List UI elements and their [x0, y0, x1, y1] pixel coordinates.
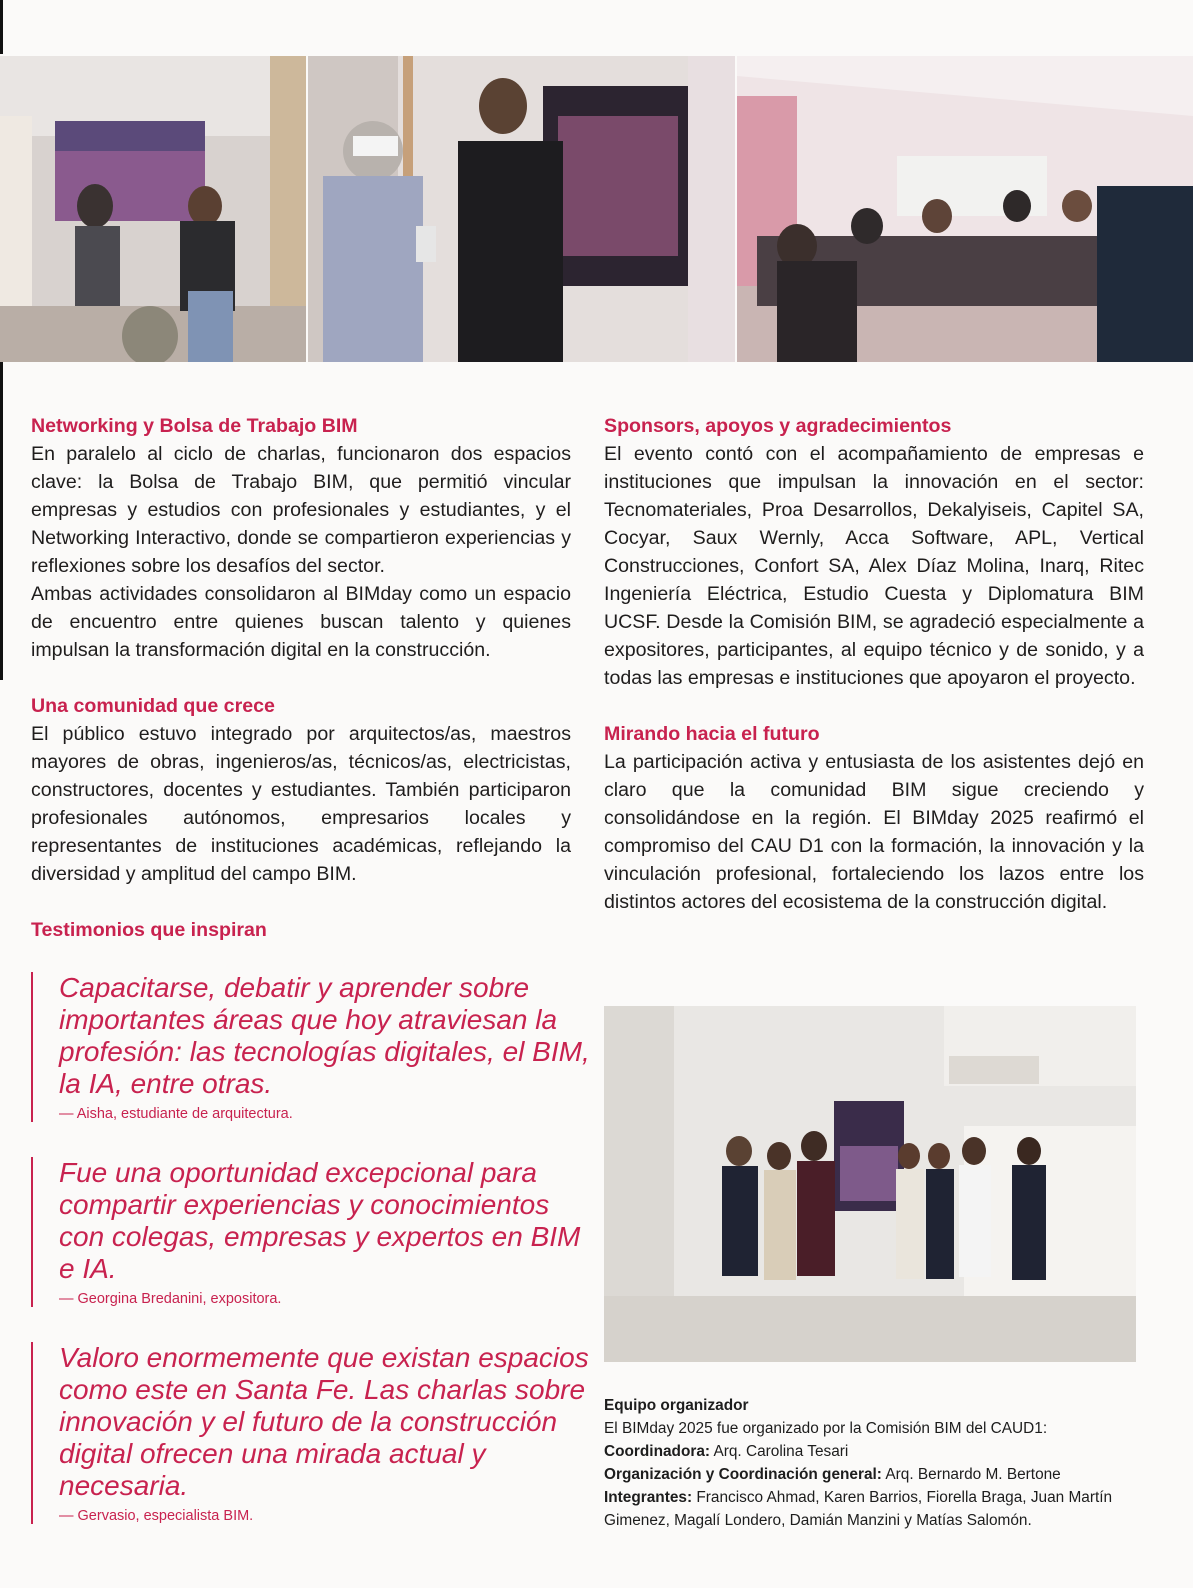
team-photo [604, 1006, 1136, 1362]
quote-author: — Gervasio, especialista BIM. [59, 1508, 254, 1524]
sponsors-heading: Sponsors, apoyos y agradecimientos [604, 415, 952, 437]
testimonios-heading: Testimonios que inspiran [31, 919, 267, 941]
futuro-heading: Mirando hacia el futuro [604, 723, 820, 745]
caption-members-value: Francisco Ahmad, Karen Barrios, Fiorella Braga, Juan Martín Gimenez, Magalí Londero, Damián Manzini y Matías Salomón. [604, 1489, 1113, 1529]
exhibition-photo-visitors [0, 56, 306, 362]
comunidad-heading: Una comunidad que crece [31, 695, 275, 717]
quote-author: — Aisha, estudiante de arquitectura. [59, 1106, 293, 1122]
caption-coord-value: Arq. Carolina Tesari [713, 1443, 849, 1460]
left-column [31, 412, 571, 944]
exhibition-photo-vr-demo [308, 56, 735, 362]
testimonial-quote [31, 1157, 599, 1307]
networking-paragraph-2: Ambas actividades consolidaron al BIMday como un espacio de encuentro entre quienes buscan talento y quienes impulsan la transformación digital en la construcción. [31, 583, 571, 661]
quote-author: — Georgina Bredanini, expositora. [59, 1291, 282, 1307]
sponsors-paragraph: El evento contó con el acompañamiento de empresas e instituciones que impulsan la innovación en el sector: Tecnomateriales, Proa Desarrollos, Dekalyiseis, Capitel SA, Cocyar, Saux Wernly, Acca Software, APL, Vertical Construcciones, Confort SA, Alex Díaz Molina, Inarq, Ritec Ingeniería Eléctrica, Estudio Cuesta y Diplomatura BIM UCSF. Desde la Comisión BIM, se agradeció especialmente a expositores, participantes, al equipo técnico y de sonido, y a todas las empresas e instituciones que apoyaron el proyecto. [604, 443, 1144, 689]
exhibition-photo-crowd [737, 56, 1193, 362]
quote-text: Capacitarse, debatir y aprender sobre importantes áreas que hoy atraviesan la profesión: las tecnologías digitales, el BIM, la IA, entre otras. [59, 972, 590, 1099]
caption-members-label: Integrantes: [604, 1489, 693, 1506]
networking-heading: Networking y Bolsa de Trabajo BIM [31, 415, 358, 437]
decorative-rule [0, 362, 3, 680]
right-column [604, 412, 1144, 916]
caption-org-value: Arq. Bernardo M. Bertone [885, 1466, 1061, 1483]
futuro-paragraph: La participación activa y entusiasta de los asistentes dejó en claro que la comunidad BIM sigue creciendo y consolidándose en la región. El BIMday 2025 reafirmó el compromiso del CAU D1 con la formación, la innovación y la vinculación profesional, fortaleciendo los lazos entre los distintos actores del ecosistema de la construcción digital. [604, 751, 1144, 913]
quote-text: Fue una oportunidad excepcional para compartir experiencias y conocimientos con colegas, empresas y expertos en BIM e IA. [59, 1157, 581, 1284]
caption-coord-label: Coordinadora: [604, 1443, 711, 1460]
photo-strip [0, 56, 1193, 362]
testimonial-quote [31, 972, 599, 1122]
caption-org-label: Organización y Coordinación general: [604, 1466, 882, 1483]
caption-intro: El BIMday 2025 fue organizado por la Comisión BIM del CAUD1: [604, 1420, 1048, 1437]
comunidad-paragraph: El público estuvo integrado por arquitectos/as, maestros mayores de obras, ingenieros/as, técnicos/as, electricistas, constructores, docentes y estudiantes. También participaron profesionales autónomos, empresarios locales y representantes de instituciones académicas, reflejando la diversidad y amplitud del campo BIM. [31, 723, 571, 885]
testimonial-quote [31, 1342, 599, 1524]
quote-text: Valoro enormemente que existan espacios como este en Santa Fe. Las charlas sobre innovación y el futuro de la construcción digital ofrecen una mirada actual y necesaria. [59, 1342, 589, 1501]
caption-title: Equipo organizador [604, 1397, 749, 1414]
decorative-rule [0, 0, 3, 54]
team-caption [604, 1394, 1164, 1532]
networking-paragraph-1: En paralelo al ciclo de charlas, funcionaron dos espacios clave: la Bolsa de Trabajo BIM, que permitió vincular empresas y estudios con profesionales y estudiantes, y el Networking Interactivo, donde se compartieron experiencias y reflexiones sobre los desafíos del sector. [31, 443, 571, 577]
